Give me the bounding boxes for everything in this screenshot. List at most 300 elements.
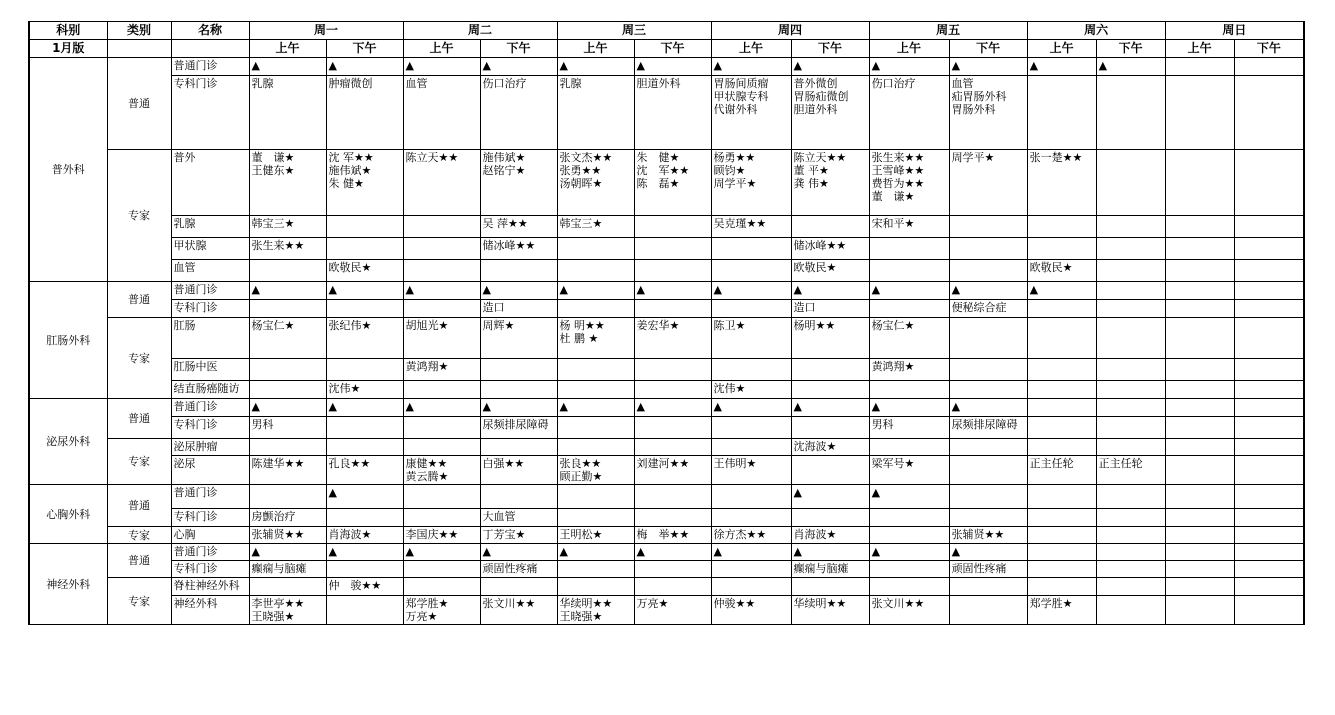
schedule-cell bbox=[1027, 381, 1096, 399]
doctor-entry: 杨 明★★ bbox=[559, 319, 605, 332]
schedule-cell bbox=[949, 417, 1027, 439]
department-name: 普外科 bbox=[29, 58, 107, 282]
schedule-cell bbox=[480, 509, 557, 527]
doctor-entry: 费哲为★★ bbox=[871, 177, 925, 190]
schedule-cell bbox=[1027, 456, 1096, 485]
schedule-cell bbox=[634, 58, 711, 76]
doctor-entry: 黄鸿翔★ bbox=[871, 360, 915, 373]
schedule-cell bbox=[1096, 150, 1165, 216]
schedule-cell bbox=[949, 381, 1027, 399]
schedule-cell bbox=[711, 150, 791, 216]
schedule-cell bbox=[1165, 596, 1234, 625]
schedule-cell bbox=[949, 76, 1027, 150]
pm-header: 下午 bbox=[1234, 40, 1304, 58]
clinic-name: 乳腺 bbox=[171, 216, 249, 238]
schedule-cell bbox=[1165, 381, 1234, 399]
triangle-icon: ▲ bbox=[482, 400, 491, 413]
doctor-entry: 顾正勤★ bbox=[559, 470, 603, 483]
doctor-entry: 顽固性疼痛 bbox=[482, 562, 538, 575]
doctor-entry: 王伟明★ bbox=[713, 457, 757, 470]
doctor-entry: 胆道外科 bbox=[636, 77, 681, 90]
schedule-cell bbox=[480, 260, 557, 282]
triangle-icon: ▲ bbox=[713, 545, 723, 558]
doctor-entry: 沈伟★ bbox=[328, 382, 361, 395]
doctor-entry: 正主任轮 bbox=[1029, 457, 1074, 470]
triangle-icon: ▲ bbox=[328, 59, 337, 72]
doctor-entry: 康健★★ bbox=[405, 457, 448, 470]
doctor-entry: 胃肠间质瘤 bbox=[713, 77, 769, 90]
schedule-cell bbox=[326, 439, 403, 456]
doctor-entry: 正主任轮 bbox=[1098, 457, 1143, 470]
schedule-cell bbox=[949, 527, 1027, 544]
schedule-cell bbox=[249, 282, 326, 300]
doctor-entry: 仲骏★★ bbox=[713, 597, 756, 610]
triangle-icon: ▲ bbox=[951, 59, 961, 72]
doctor-entry: 伤口治疗 bbox=[871, 77, 916, 90]
schedule-cell bbox=[634, 561, 711, 578]
schedule-cell bbox=[1165, 439, 1234, 456]
schedule-cell bbox=[557, 216, 634, 238]
triangle-icon: ▲ bbox=[405, 400, 414, 413]
schedule-cell bbox=[1027, 300, 1096, 318]
schedule-cell bbox=[1234, 300, 1304, 318]
schedule-cell bbox=[403, 260, 480, 282]
schedule-cell bbox=[711, 527, 791, 544]
triangle-icon: ▲ bbox=[636, 545, 645, 558]
schedule-cell bbox=[1096, 282, 1165, 300]
doctor-entry: 龚 伟★ bbox=[793, 177, 829, 190]
schedule-cell bbox=[1096, 439, 1165, 456]
doctor-entry: 施伟斌★ bbox=[482, 151, 526, 164]
doctor-entry: 赵铭宁★ bbox=[482, 164, 526, 177]
schedule-cell bbox=[1234, 216, 1304, 238]
schedule-cell bbox=[711, 596, 791, 625]
schedule-cell bbox=[949, 439, 1027, 456]
schedule-cell bbox=[634, 260, 711, 282]
schedule-cell bbox=[1096, 359, 1165, 381]
doctor-entry: 杜 鹏 ★ bbox=[559, 332, 599, 345]
clinic-name: 肛肠 bbox=[171, 318, 249, 359]
schedule-cell bbox=[1027, 596, 1096, 625]
triangle-icon: ▲ bbox=[636, 283, 645, 296]
schedule-cell bbox=[711, 439, 791, 456]
schedule-cell bbox=[791, 509, 869, 527]
schedule-cell bbox=[480, 527, 557, 544]
doctor-entry: 董 谦★ bbox=[871, 190, 915, 203]
schedule-cell bbox=[326, 216, 403, 238]
schedule-cell bbox=[326, 578, 403, 596]
schedule-cell bbox=[403, 282, 480, 300]
doctor-entry: 沈伟★ bbox=[713, 382, 746, 395]
schedule-cell bbox=[1096, 318, 1165, 359]
schedule-cell bbox=[1027, 76, 1096, 150]
schedule-cell bbox=[403, 381, 480, 399]
doctor-entry: 仲 骏★★ bbox=[328, 579, 382, 592]
schedule-cell bbox=[1165, 238, 1234, 260]
doctor-entry: 陈 磊★ bbox=[636, 177, 680, 190]
schedule-cell bbox=[403, 318, 480, 359]
clinic-name: 专科门诊 bbox=[171, 509, 249, 527]
triangle-icon: ▲ bbox=[482, 545, 491, 558]
schedule-cell bbox=[949, 509, 1027, 527]
doctor-entry: 华续明★★ bbox=[559, 597, 613, 610]
schedule-cell bbox=[869, 417, 949, 439]
pm-header: 下午 bbox=[326, 40, 403, 58]
triangle-icon: ▲ bbox=[871, 545, 881, 558]
schedule-cell bbox=[1165, 260, 1234, 282]
schedule-cell bbox=[634, 596, 711, 625]
doctor-entry: 王明松★ bbox=[559, 528, 603, 541]
doctor-entry: 华续明★★ bbox=[793, 597, 847, 610]
schedule-cell bbox=[480, 399, 557, 417]
schedule-cell bbox=[634, 381, 711, 399]
clinic-name: 普通门诊 bbox=[171, 544, 249, 561]
schedule-cell bbox=[869, 439, 949, 456]
clinic-name: 普外 bbox=[171, 150, 249, 216]
schedule-cell bbox=[480, 300, 557, 318]
schedule-cell bbox=[634, 150, 711, 216]
schedule-cell bbox=[1096, 578, 1165, 596]
triangle-icon: ▲ bbox=[251, 59, 260, 72]
schedule-cell bbox=[326, 527, 403, 544]
schedule-cell bbox=[403, 439, 480, 456]
schedule-cell bbox=[1234, 417, 1304, 439]
schedule-cell bbox=[249, 527, 326, 544]
doctor-entry: 刘建河★★ bbox=[636, 457, 690, 470]
schedule-cell bbox=[326, 485, 403, 509]
triangle-icon: ▲ bbox=[1029, 59, 1039, 72]
schedule-cell bbox=[1165, 485, 1234, 509]
doctor-entry: 甲状腺专科 bbox=[713, 90, 769, 103]
schedule-cell bbox=[249, 439, 326, 456]
triangle-icon: ▲ bbox=[559, 283, 568, 296]
day-header: 周三 bbox=[557, 22, 711, 40]
doctor-entry: 张生来★★ bbox=[251, 239, 305, 252]
schedule-cell bbox=[403, 399, 480, 417]
schedule-cell bbox=[326, 399, 403, 417]
schedule-cell bbox=[791, 417, 869, 439]
schedule-cell bbox=[1027, 439, 1096, 456]
schedule-cell bbox=[557, 578, 634, 596]
schedule-cell bbox=[711, 318, 791, 359]
schedule-cell bbox=[949, 561, 1027, 578]
schedule-cell bbox=[869, 381, 949, 399]
clinic-name: 专科门诊 bbox=[171, 417, 249, 439]
triangle-icon: ▲ bbox=[793, 59, 803, 72]
schedule-cell bbox=[403, 76, 480, 150]
schedule-cell bbox=[557, 150, 634, 216]
doctor-entry: 陈卫★ bbox=[713, 319, 746, 332]
schedule-cell bbox=[403, 58, 480, 76]
triangle-icon: ▲ bbox=[793, 283, 803, 296]
schedule-cell bbox=[634, 544, 711, 561]
clinic-name: 血管 bbox=[171, 260, 249, 282]
schedule-cell bbox=[869, 238, 949, 260]
schedule-cell bbox=[1234, 561, 1304, 578]
schedule-cell bbox=[869, 527, 949, 544]
category-name: 专家 bbox=[107, 527, 171, 544]
schedule-cell bbox=[1234, 150, 1304, 216]
schedule-cell bbox=[1165, 561, 1234, 578]
schedule-cell bbox=[1165, 76, 1234, 150]
schedule-cell bbox=[1234, 282, 1304, 300]
schedule-cell bbox=[869, 216, 949, 238]
triangle-icon: ▲ bbox=[328, 545, 337, 558]
schedule-cell bbox=[1165, 544, 1234, 561]
triangle-icon: ▲ bbox=[871, 59, 881, 72]
schedule-cell bbox=[557, 456, 634, 485]
schedule-cell bbox=[557, 282, 634, 300]
doctor-entry: 汤朝晖★ bbox=[559, 177, 603, 190]
schedule-cell bbox=[557, 561, 634, 578]
triangle-icon: ▲ bbox=[559, 400, 568, 413]
schedule-cell bbox=[1096, 58, 1165, 76]
category-name: 专家 bbox=[107, 439, 171, 485]
schedule-cell bbox=[1096, 417, 1165, 439]
schedule-cell bbox=[1027, 544, 1096, 561]
schedule-cell bbox=[711, 58, 791, 76]
schedule-cell bbox=[869, 300, 949, 318]
schedule-cell bbox=[1096, 76, 1165, 150]
schedule-cell bbox=[1165, 359, 1234, 381]
doctor-entry: 张文川★★ bbox=[871, 597, 925, 610]
schedule-cell bbox=[480, 561, 557, 578]
clinic-name: 神经外科 bbox=[171, 596, 249, 625]
schedule-cell bbox=[791, 282, 869, 300]
schedule-cell bbox=[711, 485, 791, 509]
triangle-icon: ▲ bbox=[405, 545, 414, 558]
clinic-name: 普通门诊 bbox=[171, 485, 249, 509]
schedule-cell bbox=[1096, 509, 1165, 527]
department-name: 心胸外科 bbox=[29, 485, 107, 544]
clinic-name: 结直肠癌随访 bbox=[171, 381, 249, 399]
clinic-name: 脊柱神经外科 bbox=[171, 578, 249, 596]
schedule-cell bbox=[557, 238, 634, 260]
am-header: 上午 bbox=[1027, 40, 1096, 58]
schedule-cell bbox=[1096, 544, 1165, 561]
schedule-cell bbox=[1096, 238, 1165, 260]
triangle-icon: ▲ bbox=[951, 400, 961, 413]
schedule-cell bbox=[326, 58, 403, 76]
schedule-cell bbox=[1096, 456, 1165, 485]
schedule-cell bbox=[869, 561, 949, 578]
doctor-entry: 杨宝仁★ bbox=[871, 319, 915, 332]
pm-header: 下午 bbox=[949, 40, 1027, 58]
department-name: 泌尿外科 bbox=[29, 399, 107, 485]
doctor-entry: 杨明★★ bbox=[793, 319, 836, 332]
triangle-icon: ▲ bbox=[559, 545, 568, 558]
schedule-cell bbox=[1027, 561, 1096, 578]
doctor-entry: 便秘综合症 bbox=[951, 301, 1007, 314]
triangle-icon: ▲ bbox=[793, 400, 803, 413]
schedule-cell bbox=[869, 359, 949, 381]
schedule-cell bbox=[1165, 417, 1234, 439]
schedule-cell bbox=[1096, 527, 1165, 544]
schedule-cell bbox=[249, 359, 326, 381]
schedule-cell bbox=[480, 544, 557, 561]
triangle-icon: ▲ bbox=[1029, 283, 1039, 296]
schedule-cell bbox=[249, 150, 326, 216]
schedule-cell bbox=[1027, 238, 1096, 260]
doctor-entry: 胆道外科 bbox=[793, 103, 838, 116]
schedule-cell bbox=[249, 399, 326, 417]
doctor-entry: 黄鸿翔★ bbox=[405, 360, 449, 373]
day-header: 周日 bbox=[1165, 22, 1304, 40]
clinic-name: 心胸 bbox=[171, 527, 249, 544]
schedule-cell bbox=[711, 300, 791, 318]
schedule-cell bbox=[711, 381, 791, 399]
category-name: 普通 bbox=[107, 544, 171, 578]
schedule-cell bbox=[1165, 509, 1234, 527]
triangle-icon: ▲ bbox=[405, 59, 414, 72]
schedule-cell bbox=[480, 238, 557, 260]
schedule-cell bbox=[711, 76, 791, 150]
schedule-cell bbox=[869, 578, 949, 596]
triangle-icon: ▲ bbox=[482, 59, 491, 72]
schedule-cell bbox=[1027, 282, 1096, 300]
clinic-name: 专科门诊 bbox=[171, 300, 249, 318]
schedule-cell bbox=[480, 150, 557, 216]
doctor-entry: 李世亭★★ bbox=[251, 597, 305, 610]
schedule-cell bbox=[326, 359, 403, 381]
schedule-cell bbox=[557, 300, 634, 318]
schedule-cell bbox=[1165, 58, 1234, 76]
schedule-cell bbox=[557, 596, 634, 625]
am-header: 上午 bbox=[249, 40, 326, 58]
schedule-cell bbox=[949, 399, 1027, 417]
schedule-cell bbox=[1234, 238, 1304, 260]
schedule-cell bbox=[869, 596, 949, 625]
schedule-cell bbox=[1027, 485, 1096, 509]
doctor-entry: 乳腺 bbox=[559, 77, 582, 90]
schedule-cell bbox=[791, 544, 869, 561]
schedule-cell bbox=[1234, 527, 1304, 544]
doctor-entry: 尿频排尿障碍 bbox=[951, 418, 1018, 431]
schedule-cell bbox=[711, 260, 791, 282]
doctor-entry: 张良★★ bbox=[559, 457, 602, 470]
schedule-cell bbox=[791, 238, 869, 260]
clinic-name: 专科门诊 bbox=[171, 76, 249, 150]
triangle-icon: ▲ bbox=[636, 59, 645, 72]
day-header: 周二 bbox=[403, 22, 557, 40]
schedule-cell bbox=[403, 485, 480, 509]
schedule-cell bbox=[634, 439, 711, 456]
doctor-entry: 乳腺 bbox=[251, 77, 274, 90]
schedule-cell bbox=[249, 578, 326, 596]
schedule-cell bbox=[1165, 282, 1234, 300]
doctor-entry: 董 平★ bbox=[793, 164, 829, 177]
schedule-cell bbox=[1027, 260, 1096, 282]
doctor-entry: 张生来★★ bbox=[871, 151, 925, 164]
schedule-cell bbox=[711, 399, 791, 417]
doctor-entry: 姜宏华★ bbox=[636, 319, 680, 332]
schedule-cell bbox=[480, 359, 557, 381]
doctor-entry: 沈 军★★ bbox=[636, 164, 690, 177]
am-header: 上午 bbox=[869, 40, 949, 58]
doctor-entry: 欧敬民★ bbox=[1029, 261, 1073, 274]
schedule-cell bbox=[791, 527, 869, 544]
schedule-cell bbox=[949, 282, 1027, 300]
schedule-cell bbox=[869, 544, 949, 561]
doctor-entry: 陈立天★★ bbox=[405, 151, 459, 164]
triangle-icon: ▲ bbox=[713, 283, 723, 296]
doctor-entry: 沈海波★ bbox=[793, 440, 837, 453]
doctor-entry: 陈立天★★ bbox=[793, 151, 847, 164]
clinic-name: 肛肠中医 bbox=[171, 359, 249, 381]
category-name: 普通 bbox=[107, 485, 171, 527]
schedule-cell bbox=[480, 485, 557, 509]
triangle-icon: ▲ bbox=[951, 545, 961, 558]
doctor-entry: 白强★★ bbox=[482, 457, 525, 470]
schedule-cell bbox=[249, 485, 326, 509]
schedule-cell bbox=[480, 318, 557, 359]
triangle-icon: ▲ bbox=[871, 400, 881, 413]
schedule-cell bbox=[1027, 509, 1096, 527]
schedule-cell bbox=[949, 359, 1027, 381]
schedule-cell bbox=[1234, 578, 1304, 596]
schedule-cell bbox=[711, 216, 791, 238]
schedule-cell bbox=[791, 381, 869, 399]
schedule-cell bbox=[791, 300, 869, 318]
doctor-entry: 张辅贤★★ bbox=[251, 528, 305, 541]
doctor-entry: 造口 bbox=[793, 301, 816, 314]
schedule-cell bbox=[711, 417, 791, 439]
schedule-cell bbox=[557, 509, 634, 527]
schedule-cell bbox=[711, 238, 791, 260]
triangle-icon: ▲ bbox=[713, 59, 723, 72]
schedule-cell bbox=[791, 260, 869, 282]
schedule-cell bbox=[1234, 399, 1304, 417]
schedule-cell bbox=[711, 578, 791, 596]
schedule-cell bbox=[1234, 359, 1304, 381]
schedule-cell bbox=[557, 527, 634, 544]
schedule-cell bbox=[1234, 509, 1304, 527]
schedule-cell bbox=[403, 216, 480, 238]
triangle-icon: ▲ bbox=[871, 283, 881, 296]
schedule-cell bbox=[403, 150, 480, 216]
day-header: 周四 bbox=[711, 22, 869, 40]
schedule-cell bbox=[326, 509, 403, 527]
doctor-entry: 梅 举★★ bbox=[636, 528, 690, 541]
schedule-cell bbox=[949, 485, 1027, 509]
doctor-entry: 梁军号★ bbox=[871, 457, 915, 470]
schedule-cell bbox=[557, 399, 634, 417]
doctor-entry: 徐方杰★★ bbox=[713, 528, 767, 541]
schedule-cell bbox=[403, 544, 480, 561]
doctor-entry: 孔良★★ bbox=[328, 457, 371, 470]
schedule-cell bbox=[1096, 381, 1165, 399]
schedule-cell bbox=[326, 417, 403, 439]
schedule-cell bbox=[1234, 439, 1304, 456]
doctor-entry: 宋和平★ bbox=[871, 217, 915, 230]
doctor-entry: 顾钧★ bbox=[713, 164, 746, 177]
schedule-cell bbox=[403, 527, 480, 544]
category-name: 专家 bbox=[107, 578, 171, 625]
doctor-entry: 伤口治疗 bbox=[482, 77, 527, 90]
schedule-cell bbox=[480, 417, 557, 439]
schedule-cell bbox=[869, 76, 949, 150]
doctor-entry: 周学平★ bbox=[951, 151, 995, 164]
schedule-cell bbox=[1027, 359, 1096, 381]
category-name: 专家 bbox=[107, 318, 171, 399]
schedule-cell bbox=[403, 417, 480, 439]
triangle-icon: ▲ bbox=[328, 283, 337, 296]
doctor-entry: 李国庆★★ bbox=[405, 528, 459, 541]
schedule-cell bbox=[711, 544, 791, 561]
schedule-cell bbox=[949, 238, 1027, 260]
doctor-entry: 郑学胜★ bbox=[405, 597, 449, 610]
doctor-entry: 男科 bbox=[871, 418, 894, 431]
